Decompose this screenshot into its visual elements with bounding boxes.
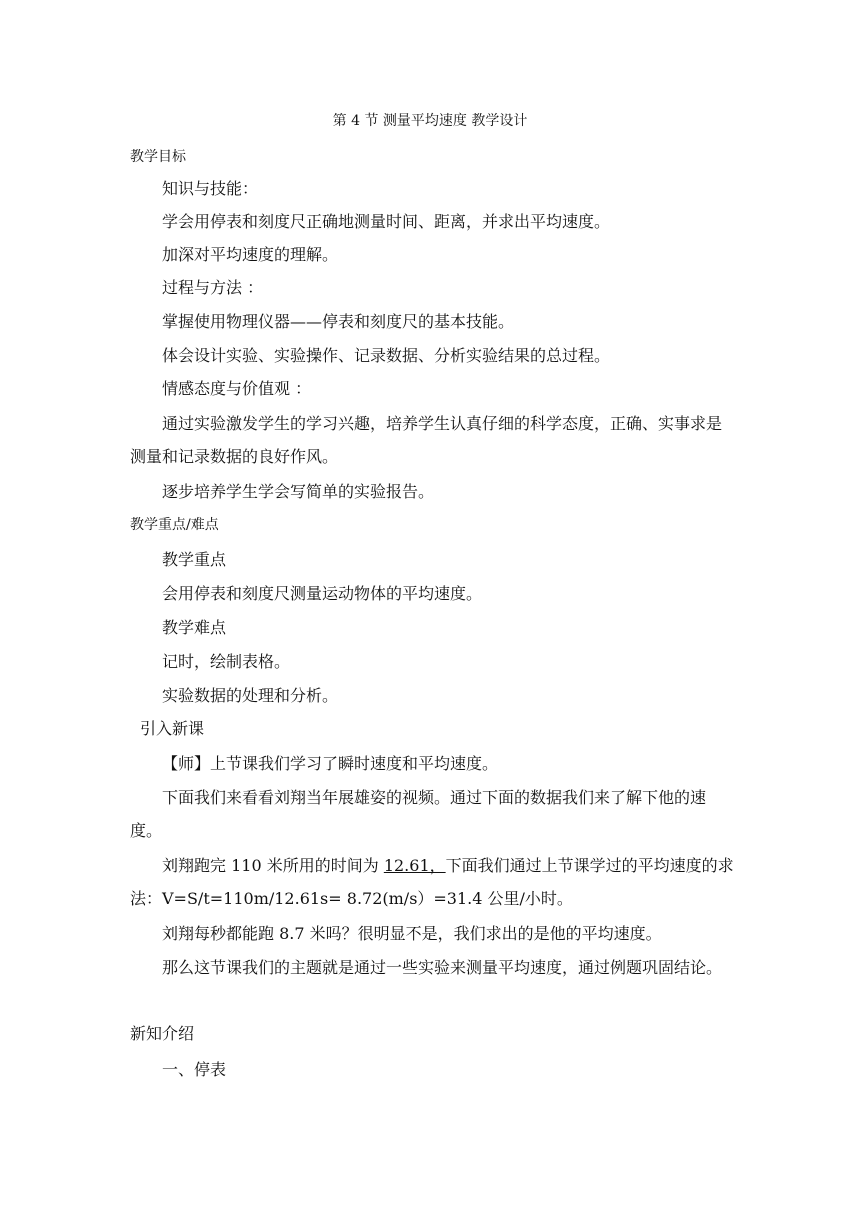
calc-time-value: 12.61， [383, 856, 446, 875]
section-heading-goals: 教学目标 [130, 149, 186, 165]
paragraph-goal-measure: 学会用停表和刻度尺正确地测量时间、距离，并求出平均速度。 [162, 212, 611, 231]
paragraph-key-content: 会用停表和刻度尺测量运动物体的平均速度。 [162, 584, 483, 603]
section-heading-intro: 引入新课 [140, 719, 205, 738]
paragraph-key-heading: 教学重点 [162, 550, 227, 569]
paragraph-emotion-values: 情感态度与价值观 ： [162, 379, 312, 398]
paragraph-goal-interest: 通过实验激发学生的学习兴趣，培养学生认真仔细的科学态度，正确、实事求是测量和记录数据的良好作风。 [130, 414, 723, 466]
paragraph-difficulty-timing: 记时，绘制表格。 [162, 652, 291, 671]
paragraph-difficulty-heading: 教学难点 [162, 618, 227, 637]
section-heading-keypoints: 教学重点/难点 [130, 517, 219, 533]
paragraph-process-method: 过程与方法 ： [162, 278, 264, 297]
calc-text-start: 刘翔跑完 110 米所用的时间为 [162, 856, 384, 875]
paragraph-intro-video: 下面我们来看看刘翔当年展雄姿的视频。通过下面的数据我们来了解下他的速度。 [130, 788, 707, 840]
paragraph-goal-understand: 加深对平均速度的理解。 [162, 245, 339, 264]
paragraph-goal-instruments: 掌握使用物理仪器——停表和刻度尺的基本技能。 [162, 312, 515, 331]
paragraph-intro-calculation [130, 849, 735, 915]
paragraph-goal-experience: 体会设计实验、实验操作、记录数据、分析实验结果的总过程。 [162, 346, 611, 365]
paragraph-intro-theme: 那么这节课我们的主题就是通过一些实验来测量平均速度，通过例题巩固结论。 [162, 958, 723, 977]
paragraph-stopwatch: 一、停表 [162, 1060, 227, 1079]
paragraph-intro-teacher: 【师】上节课我们学习了瞬时速度和平均速度。 [162, 754, 499, 773]
section-heading-newknowledge: 新知介绍 [130, 1024, 195, 1043]
paragraph-goal-report: 逐步培养学生学会写简单的实验报告。 [162, 482, 435, 501]
paragraph-knowledge-skills: 知识与技能： [162, 179, 259, 198]
calc-text-end: 下面我们通过上节课学过的平均速度的求法：V=S/t=110m/12.61s= 8.72(m/s）=31.4 公里/小时。 [130, 856, 734, 908]
paragraph-difficulty-analysis: 实验数据的处理和分析。 [162, 686, 339, 705]
document-title: 第 4 节 测量平均速度 教学设计 [332, 113, 528, 129]
paragraph-intro-question: 刘翔每秒都能跑 8.7 米吗？很明显不是，我们求出的是他的平均速度。 [162, 924, 662, 943]
